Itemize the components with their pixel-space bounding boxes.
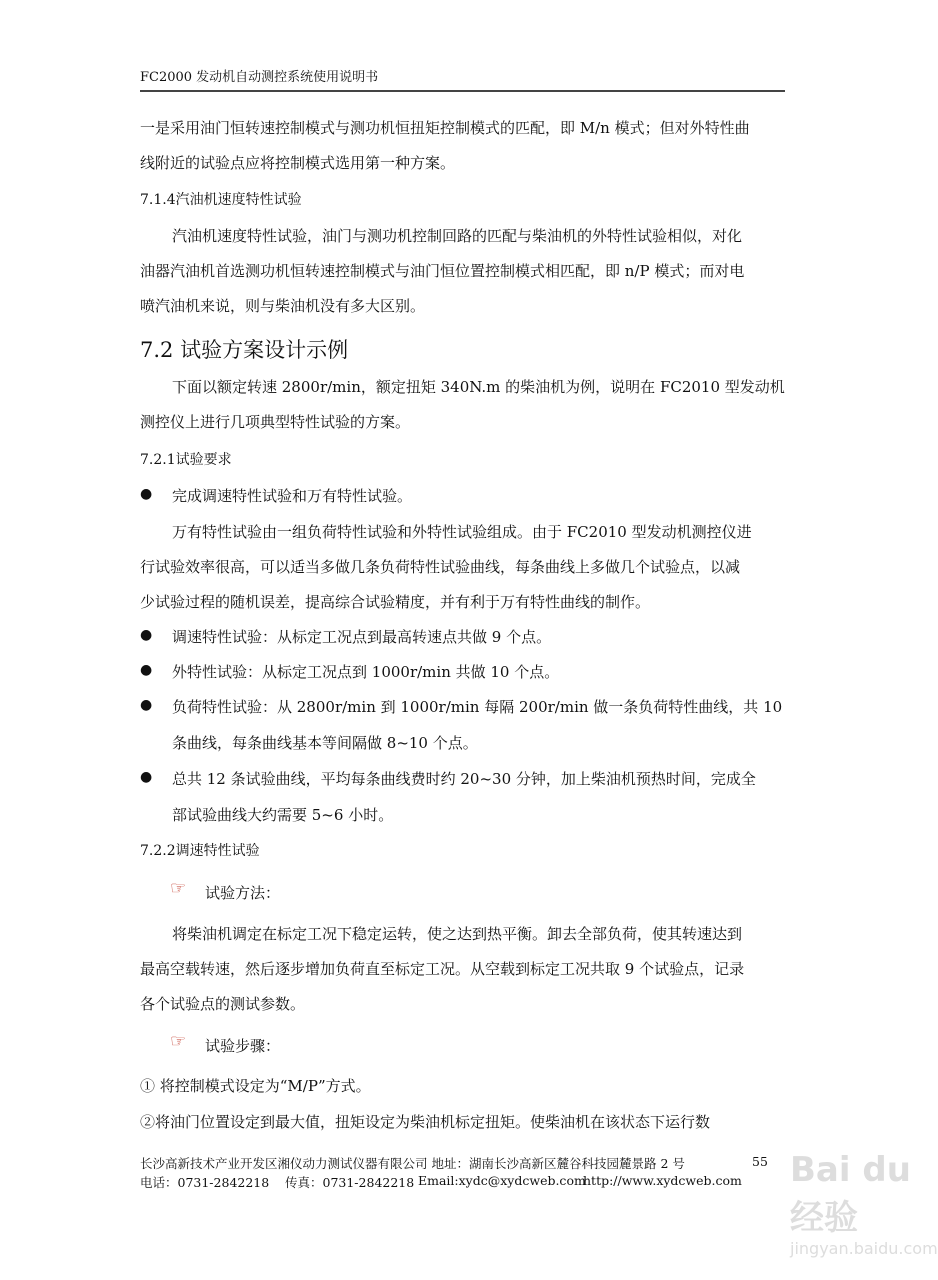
watermark-site: jingyan.baidu.com <box>790 1239 938 1258</box>
bullet-icon: ● <box>140 769 153 785</box>
heading-7-2-1: 7.2.1试验要求 <box>140 452 232 468</box>
footer-email: Email:xydc@xydcweb.com <box>418 1173 586 1188</box>
paragraph-line: 万有特性试验由一组负荷特性试验和外特性试验组成。由于 FC2010 型发动机测控仪进 <box>172 523 752 541</box>
paragraph-line: 行试验效率很高，可以适当多做几条负荷特性试验曲线，每条曲线上多做几个试验点，以减 <box>140 558 741 576</box>
steps-label: 试验步骤： <box>205 1037 281 1055</box>
bullet-item-cont: 部试验曲线大约需要 5~6 小时。 <box>172 806 394 824</box>
watermark-brand: Bai du 经验 <box>790 1150 911 1238</box>
bullet-icon: ● <box>140 697 153 713</box>
paragraph-line: 各个试验点的测试参数。 <box>140 995 306 1013</box>
paragraph-line: 最高空载转速，然后逐步增加负荷直至标定工况。从空载到标定工况共取 9 个试验点，记录 <box>140 960 745 978</box>
bullet-item: 调速特性试验：从标定工况点到最高转速点共做 9 个点。 <box>172 628 552 646</box>
bullet-item-cont: 条曲线，每条曲线基本等间隔做 8~10 个点。 <box>172 734 478 752</box>
paragraph-line: 线附近的试验点应将控制模式选用第一种方案。 <box>140 154 456 172</box>
step-item: ②将油门位置设定到最大值，扭矩设定为柴油机标定扭矩。使柴油机在该状态下运行数 <box>140 1113 711 1131</box>
bullet-item: 负荷特性试验：从 2800r/min 到 1000r/min 每隔 200r/min 做一条负荷特性曲线，共 10 <box>172 698 783 716</box>
bullet-icon: ● <box>140 627 153 643</box>
footer-fax: 传真：0731-2842218 <box>285 1175 415 1190</box>
footer-company-address: 长沙高新技术产业开发区湘仪动力测试仪器有限公司 地址：湖南长沙高新区麓谷科技园麓景路 2 号 <box>140 1156 685 1171</box>
paragraph-line: 喷汽油机来说，则与柴油机没有多大区别。 <box>140 297 426 315</box>
bullet-item: 外特性试验：从标定工况点到 1000r/min 共做 10 个点。 <box>172 663 560 681</box>
pointing-hand-icon: ☞ <box>170 1031 187 1052</box>
header-rule <box>140 90 785 92</box>
heading-7-2: 7.2 试验方案设计示例 <box>140 338 349 362</box>
footer-url: http://www.xydcweb.com <box>583 1173 742 1188</box>
bullet-item: 完成调速特性试验和万有特性试验。 <box>172 487 413 505</box>
paragraph-line: 油器汽油机首选测功机恒转速控制模式与油门恒位置控制模式相匹配，即 n/P 模式；而对电 <box>140 262 745 280</box>
running-header: FC2000 发动机自动测控系统使用说明书 <box>140 70 379 85</box>
baidu-watermark <box>790 1150 938 1258</box>
heading-7-1-4: 7.1.4汽油机速度特性试验 <box>140 192 302 208</box>
bullet-item: 总共 12 条试验曲线，平均每条曲线费时约 20~30 分钟，加上柴油机预热时间，完成全 <box>172 770 756 788</box>
heading-7-2-2: 7.2.2调速特性试验 <box>140 843 260 859</box>
pointing-hand-icon: ☞ <box>170 878 187 899</box>
paragraph-line: 测控仪上进行几项典型特性试验的方案。 <box>140 413 411 431</box>
paragraph-line: 一是采用油门恒转速控制模式与测功机恒扭矩控制模式的匹配，即 M/n 模式；但对外特性曲 <box>140 119 750 137</box>
bullet-icon: ● <box>140 662 153 678</box>
paragraph-line: 汽油机速度特性试验，油门与测功机控制回路的匹配与柴油机的外特性试验相似，对化 <box>172 227 743 245</box>
bullet-icon: ● <box>140 486 153 502</box>
step-item: ① 将控制模式设定为“M/P”方式。 <box>140 1077 371 1095</box>
paragraph-line: 少试验过程的随机误差，提高综合试验精度，并有利于万有特性曲线的制作。 <box>140 593 651 611</box>
page-number: 55 <box>752 1154 768 1169</box>
footer-phone: 电话：0731-2842218 <box>140 1175 270 1190</box>
paragraph-line: 下面以额定转速 2800r/min，额定扭矩 340N.m 的柴油机为例，说明在 FC2010 型发动机 <box>172 378 785 396</box>
paragraph-line: 将柴油机调定在标定工况下稳定运转，使之达到热平衡。卸去全部负荷，使其转速达到 <box>172 925 743 943</box>
method-label: 试验方法： <box>205 884 281 902</box>
